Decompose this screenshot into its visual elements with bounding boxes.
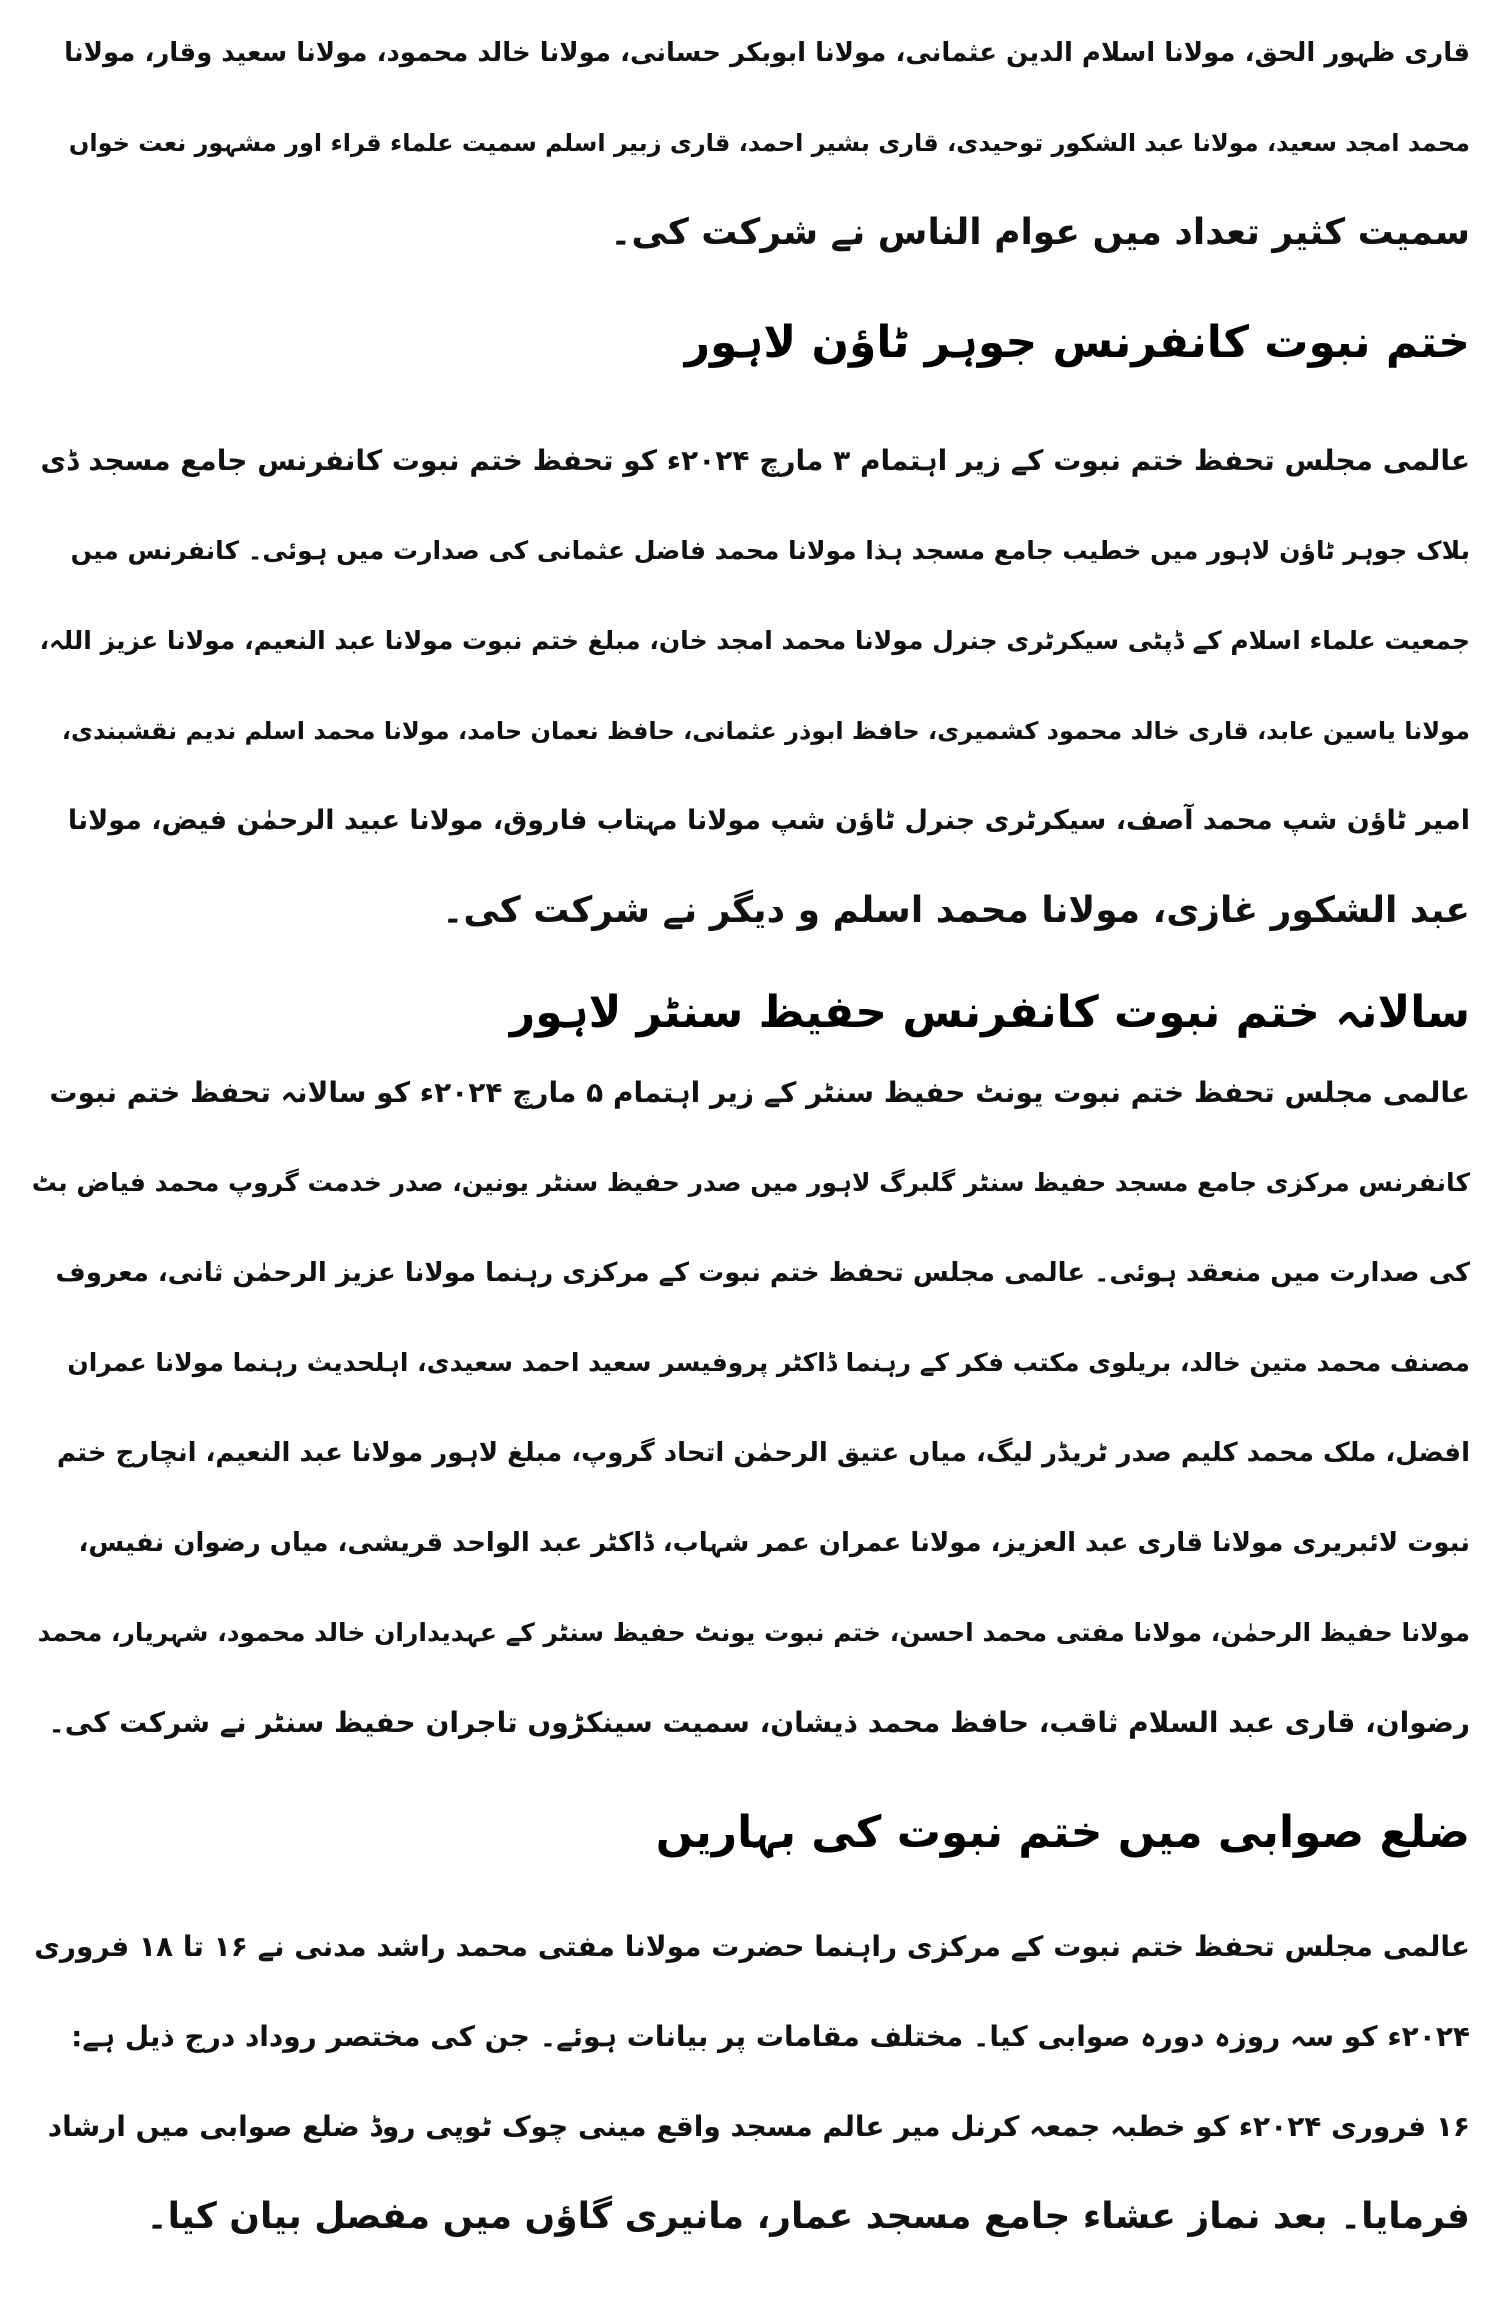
text-line: کی صدارت میں منعقد ہوئی۔ عالمی مجلس تحفظ ختم نبوت کے مرکزی رہنما مولانا عزیز الرحمٰن ثانی، معروف (55, 1258, 1470, 1288)
section-heading-johar-town: ختم نبوت کانفرنس جوہر ٹاؤن لاہور (684, 317, 1470, 368)
text-line: سمیت کثیر تعداد میں عوام الناس نے شرکت کی۔ (610, 212, 1470, 253)
paragraph-johar-town (30, 416, 1470, 956)
text-line: عالمی مجلس تحفظ ختم نبوت کے زیر اہتمام ۳ مارچ ۲۰۲۴ء کو تحفظ ختم نبوت کانفرنس جامع مسجد ڈی (40, 444, 1470, 477)
text-line: نبوت لائبریری مولانا قاری عبد العزیز، مولانا عمران عمر شہاب، ڈاکٹر عبد الواحد قریشی، میاں رضوان نفیس، (78, 1528, 1470, 1558)
text-line: افضل، ملک محمد کلیم صدر ٹریڈر لیگ، میاں عتیق الرحمٰن اتحاد گروپ، مبلغ لاہور مولانا عبد النعیم، انچارج ختم (56, 1438, 1470, 1468)
section-heading-swabi: ضلع صوابی میں ختم نبوت کی بہاریں (655, 1807, 1470, 1858)
text-line: عالمی مجلس تحفظ ختم نبوت یونٹ حفیظ سنٹر کے زیر اہتمام ۵ مارچ ۲۰۲۴ء کو سالانہ تحفظ ختم نبوت (49, 1076, 1470, 1109)
text-line: مولانا حفیظ الرحمٰن، مولانا مفتی محمد احسن، ختم نبوت یونٹ حفیظ سنٹر کے عہدیداران خالد محمود، شہریار، محمد (37, 1618, 1470, 1647)
text-line: ۲۰۲۴ء کو سہ روزہ دورہ صوابی کیا۔ مختلف مقامات پر بیانات ہوئے۔ جن کی مختصر روداد درج ذیل ہے: (71, 2020, 1470, 2053)
text-line: بلاک جوہر ٹاؤن لاہور میں خطیب جامع مسجد ہذا مولانا محمد فاضل عثمانی کی صدارت میں ہوئی۔ کانفرنس میں (70, 536, 1470, 565)
text-line: عبد الشکور غازی، مولانا محمد اسلم و دیگر نے شرکت کی۔ (442, 890, 1470, 931)
paragraph-swabi (30, 1902, 1470, 2262)
text-line: جمعیت علماء اسلام کے ڈپٹی سیکرٹری جنرل مولانا محمد امجد خان، مبلغ ختم نبوت مولانا عبد النعیم، مولانا عزیز اللہ، (39, 626, 1470, 655)
text-line: قاری ظہور الحق، مولانا اسلام الدین عثمانی، مولانا ابوبکر حسانی، مولانا خالد محمود، مولانا سعید وقار، مولانا (64, 38, 1470, 68)
paragraph-attendees (30, 8, 1470, 278)
text-line: عالمی مجلس تحفظ ختم نبوت کے مرکزی راہنما حضرت مولانا مفتی محمد راشد مدنی نے ۱۶ تا ۱۸ فروری (34, 1930, 1470, 1963)
text-line: مولانا یاسین عابد، قاری خالد محمود کشمیری، حافظ ابوذر عثمانی، حافظ نعمان حامد، مولانا محمد اسلم ندیم نقشبندی، (61, 717, 1470, 745)
text-line: ۱۶ فروری ۲۰۲۴ء کو خطبہ جمعہ کرنل میر عالم مسجد واقع مینی چوک ٹوپی روڈ ضلع صوابی میں ارشاد (47, 2110, 1470, 2143)
paragraph-hafeez-center (30, 1048, 1470, 1768)
document-page (30, 0, 1470, 2300)
text-line: کانفرنس مرکزی جامع مسجد حفیظ سنٹر گلبرگ لاہور میں صدر حفیظ سنٹر یونین، صدر خدمت گروپ محمد فیاض بٹ (31, 1168, 1470, 1197)
text-line: رضوان، قاری عبد السلام ثاقب، حافظ محمد ذیشان، سمیت سینکڑوں تاجران حفیظ سنٹر نے شرکت کی۔ (48, 1706, 1470, 1739)
text-line: فرمایا۔ بعد نماز عشاء جامع مسجد عمار، مانیری گاؤں میں مفصل بیان کیا۔ (146, 2196, 1470, 2237)
section-heading-hafeez-center: سالانہ ختم نبوت کانفرنس حفیظ سنٹر لاہور (509, 987, 1470, 1038)
text-line: امیر ٹاؤن شپ محمد آصف، سیکرٹری جنرل ٹاؤن شپ مولانا مہتاب فاروق، مولانا عبید الرحمٰن فیض، مولانا (67, 805, 1470, 836)
text-line: مصنف محمد متین خالد، بریلوی مکتب فکر کے رہنما ڈاکٹر پروفیسر سعید احمد سعیدی، اہلحدیث رہنما مولانا عمران (67, 1348, 1470, 1377)
text-line: محمد امجد سعید، مولانا عبد الشکور توحیدی، قاری بشیر احمد، قاری زبیر اسلم سمیت علماء قراء اور مشہور نعت خواں (68, 129, 1470, 157)
